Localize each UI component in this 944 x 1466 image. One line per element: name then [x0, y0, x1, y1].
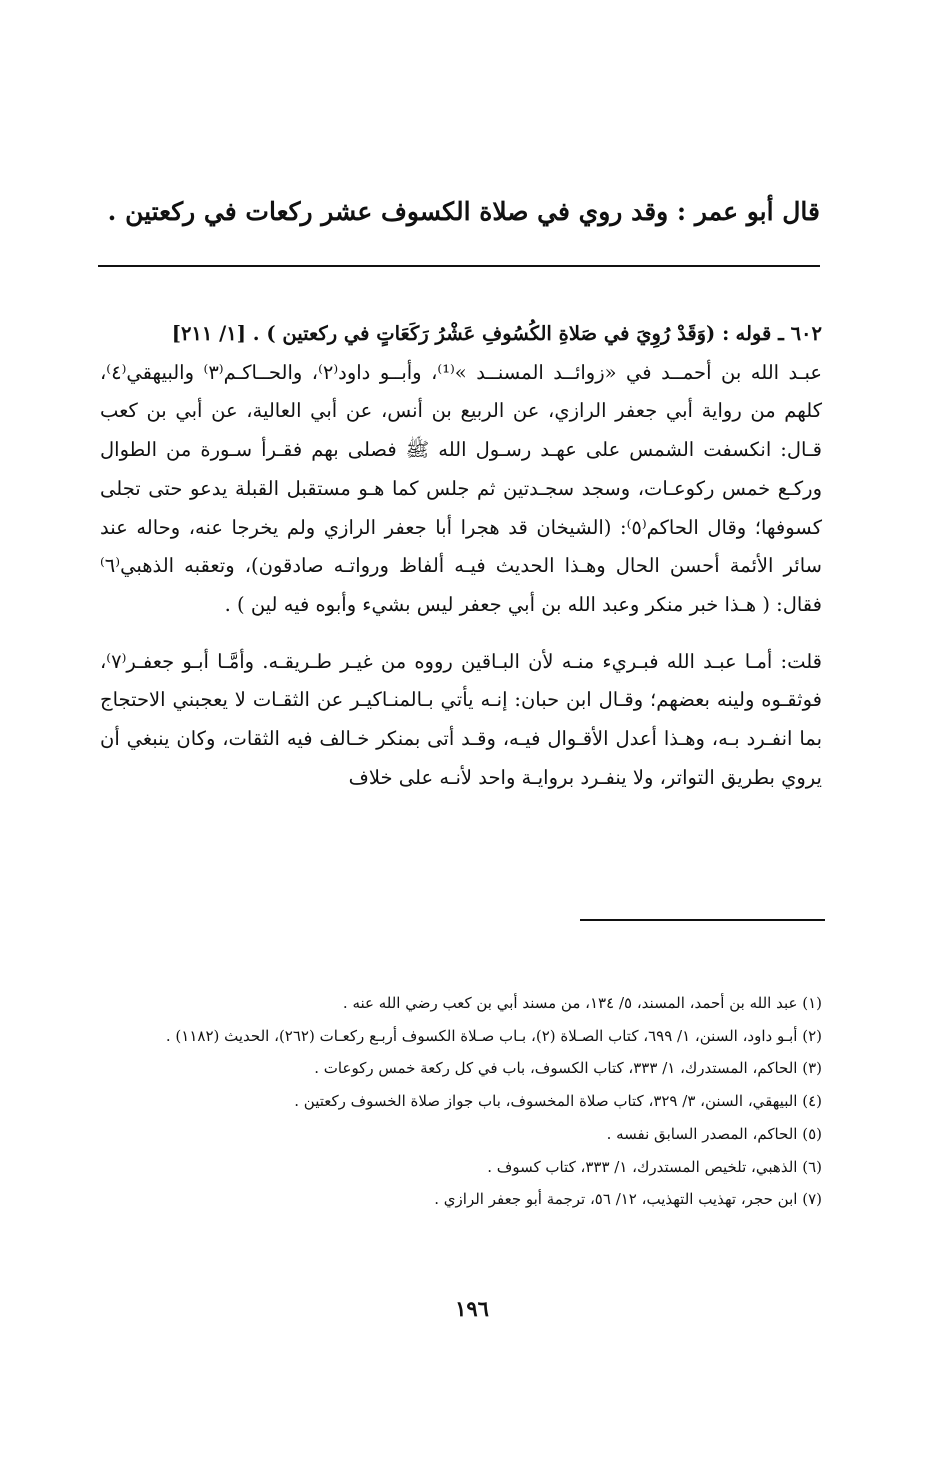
footnote-divider — [580, 919, 825, 921]
entry-number: ٦٠٢ ـ قوله — [735, 322, 822, 345]
entry-line — [100, 315, 822, 354]
footnote-5: (٥) الحاكم، المصدر السابق نفسه . — [606, 1124, 822, 1143]
footnote-6: (٦) الذهبي، تلخيص المستدرك، ١/ ٣٣٣، كتاب كسوف . — [487, 1157, 822, 1176]
paragraph-1: عبـد الله بن أحمــد في «زوائــد المسنــد »⁽¹⁾، وأبــو داود⁽٢⁾، والحــاكـم⁽٣⁾ والبيهقي⁽٤⁾، كلهم من رواية أبي جعفر الرازي، عن الربيع بن أنس، عن أبي العالية، عن أبي بن كعب قـال: انكسفت الشمس على عهـد رسـول الله ﷺ فصلى بهم فقـرأ سـورة من الطوال وركـع خمس ركوعـات، وسجد سجـدتين ثم جلس كما هـو مستقبل القبلة يدعو حتى تجلى كسوفها؛ وقال الحاكم⁽٥⁾: (الشيخان قد هجرا أبا جعفر الرازي ولم يخرجا عنه، وحاله عند سائر الأئمة أحسن الحال وهـذا الحديث فيـه ألفاظ ورواتـه صادقون)، وتعقبه الذهبي⁽٦⁾ فقال: ( هـذا خبر منكر وعبد الله بن أبي جعفر ليس بشيء وأبوه فيه لين ) . — [100, 360, 823, 616]
footnotes-list — [100, 987, 822, 1216]
footnote-3: (٣) الحاكم، المستدرك، ١/ ٣٣٣، كتاب الكسوف، باب في كل ركعة خمس ركوعات . — [314, 1059, 822, 1078]
footnote-7: (٧) ابن حجر، تهذيب التهذيب، ١٢/ ٥٦، ترجمة أبو جعفر الرازي . — [434, 1190, 822, 1209]
paragraph-2: قلت: أمـا عبـد الله فبـريء منـه لأن البـاقين رووه من غيـر طـريقـه. وأمَّـا أبـو جعفـر⁽٧⁾، فوثقـوه ولينه بعضهم؛ وقـال ابن حبان: إنـه يأتي بـالمنـاكيـر عن الثقـات لا يعجبني الاحتجاج بما انفـرد بـه، وهـذا أعدل الأقـوال فيـه، وقـد أتى بمنكر خـالف فيه الثقات، وكان ينبغي أن يروي بطريق التواتر، ولا ينفـرد بروايـة واحد لأنـه على خلاف — [100, 649, 822, 789]
footnote-2: (٢) أبـو داود، السنن، ١/ ٦٩٩، كتاب الصـلاة (٢)، بـاب صـلاة الكسوف أربـع ركعـات (٢٦٢)، الحديث (١١٨٢) . — [165, 1026, 822, 1045]
footnote-4: (٤) البيهقي، السنن، ٣/ ٣٢٩، كتاب صلاة المخسوف، باب جواز صلاة الخسوف ركعتين . — [294, 1092, 822, 1111]
page-number: ١٩٦ — [455, 1296, 489, 1321]
footnote-1: (١) عبد الله بن أحمد، المسند، ٥/ ١٣٤، من مسند أبي بن كعب رضي الله عنه . — [342, 994, 822, 1012]
entry-quote: : (وَقَدْ رُوِيَ في صَلاةِ الكُسُوفِ عَشْرُ رَكَعَاتٍ في ركعتين ) . [١/ ٢١١] — [171, 322, 730, 345]
heading-divider — [98, 265, 820, 267]
commentary-block — [100, 315, 822, 797]
page-heading: قال أبو عمر : وقد روي في صلاة الكسوف عشر ركعات في ركعتين . — [107, 197, 820, 226]
